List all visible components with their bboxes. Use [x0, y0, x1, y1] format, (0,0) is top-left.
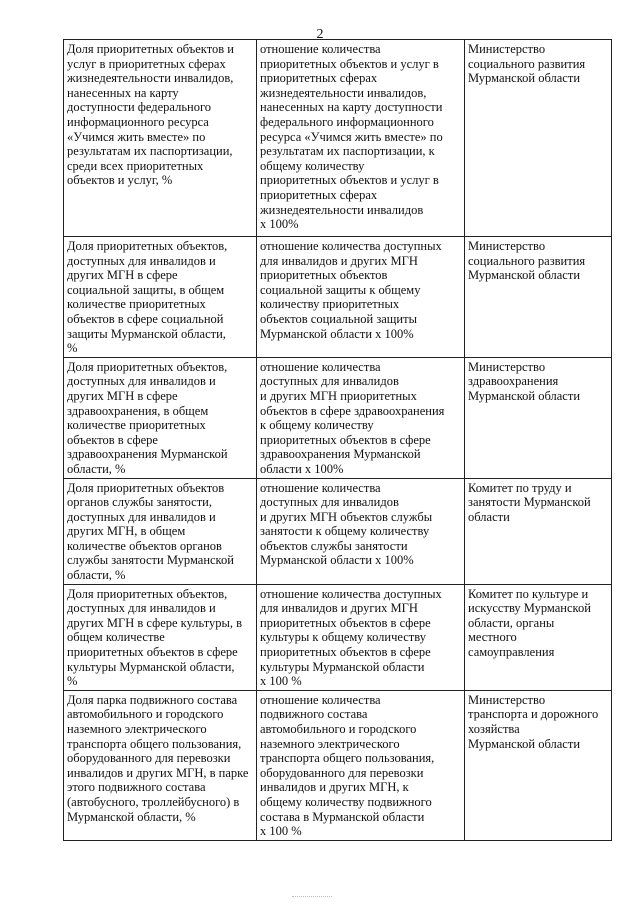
- responsible-cell: Министерство транспорта и дорожного хозяйства Мурманской области: [465, 690, 612, 840]
- formula-cell: отношение количества доступных для инвалидов и других МГН приоритетных объектов в сфере культуры к общему количеству приоритетных объектов в сфере культуры Мурманской области х 100 %: [257, 584, 465, 690]
- responsible-cell: Комитет по культуре и искусству Мурманской области, органы местного самоуправления: [465, 584, 612, 690]
- formula-cell: отношение количества доступных для инвалидов и других МГН приоритетных объектов социальной защиты к общему количеству приоритетных объектов социальной защиты Мурманской области х 100%: [257, 237, 465, 358]
- table-row: [64, 357, 612, 478]
- responsible-cell: Комитет по труду и занятости Мурманской области: [465, 478, 612, 584]
- indicator-cell: Доля приоритетных объектов, доступных для инвалидов и других МГН в сфере здравоохранения, в общем количестве приоритетных объектов в сфере здравоохранения Мурманской области, %: [64, 357, 257, 478]
- table-row: [64, 40, 612, 237]
- table-row: [64, 690, 612, 840]
- formula-cell: отношение количества подвижного состава автомобильного и городского наземного электрического транспорта общего пользования, оборудованного для перевозки инвалидов и других МГН, к общему количеству подвижного состава в Мурманской области х 100 %: [257, 690, 465, 840]
- formula-cell: отношение количества доступных для инвалидов и других МГН объектов службы занятости к общему количеству объектов службы занятости Мурманской области х 100%: [257, 478, 465, 584]
- table-row: [64, 478, 612, 584]
- indicator-cell: Доля приоритетных объектов, доступных для инвалидов и других МГН в сфере культуры, в общем количестве приоритетных объектов в сфере культуры Мурманской области, %: [64, 584, 257, 690]
- indicator-cell: Доля приоритетных объектов органов службы занятости, доступных для инвалидов и других МГН, в общем количестве объектов органов службы занятости Мурманской области, %: [64, 478, 257, 584]
- indicator-cell: Доля приоритетных объектов и услуг в приоритетных сферах жизнедеятельности инвалидов, нанесенных на карту доступности федерального информационного ресурса «Учимся жить вместе» по результатам их паспортизации, среди всех приоритетных объектов и услуг, %: [64, 40, 257, 237]
- table-row: [64, 584, 612, 690]
- formula-cell: отношение количества приоритетных объектов и услуг в приоритетных сферах жизнедеятельности инвалидов, нанесенных на карту доступности федерального информационного ресурса «Учимся жить вместе» по результатам их паспортизации, к общему количеству приоритетных объектов и услуг в приоритетных сферах жизнедеятельности инвалидов х 100%: [257, 40, 465, 237]
- scan-artifact: [292, 896, 332, 900]
- indicators-table: [63, 39, 612, 841]
- responsible-cell: Министерство социального развития Мурманской области: [465, 40, 612, 237]
- formula-cell: отношение количества доступных для инвалидов и других МГН приоритетных объектов в сфере здравоохранения к общему количеству приоритетных объектов в сфере здравоохранения Мурманской области х 100%: [257, 357, 465, 478]
- indicator-cell: Доля приоритетных объектов, доступных для инвалидов и других МГН в сфере социальной защиты, в общем количестве приоритетных объектов в сфере социальной защиты Мурманской области, %: [64, 237, 257, 358]
- table-row: [64, 237, 612, 358]
- page-number: 2: [316, 27, 324, 42]
- indicator-cell: Доля парка подвижного состава автомобильного и городского наземного электрического транспорта общего пользования, оборудованного для перевозки инвалидов и других МГН, в парке этого подвижного состава (автобусного, троллейбусного) в Мурманской области, %: [64, 690, 257, 840]
- responsible-cell: Министерство здравоохранения Мурманской области: [465, 357, 612, 478]
- responsible-cell: Министерство социального развития Мурманской области: [465, 237, 612, 358]
